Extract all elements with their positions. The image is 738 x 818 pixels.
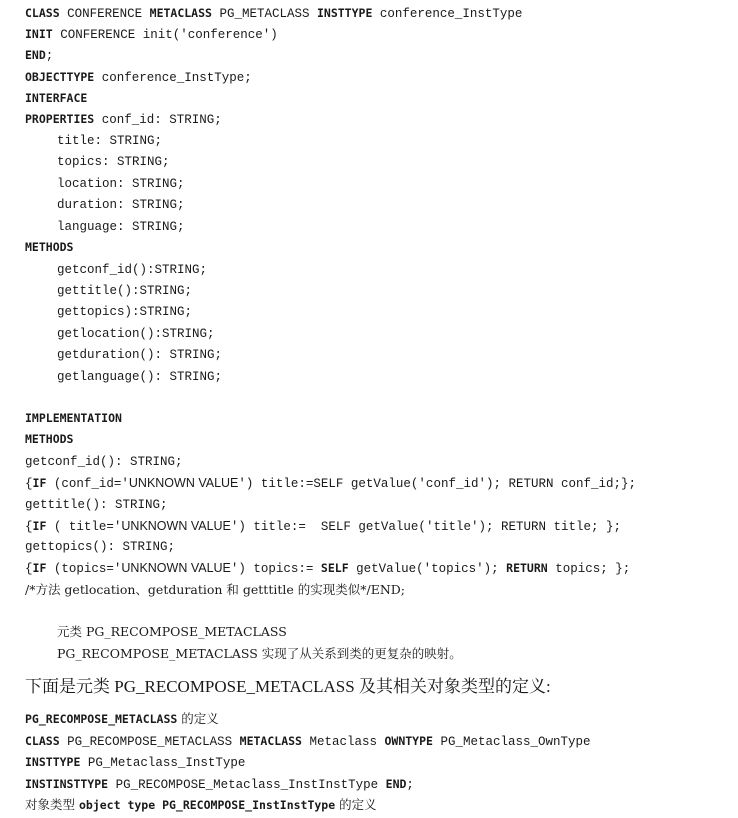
code-text: ; — [406, 778, 414, 792]
code-line-method-getlanguage — [57, 368, 222, 386]
code-line-property-location — [57, 175, 185, 193]
keyword: INSTINSTTYPE — [25, 777, 109, 791]
code-text: language: STRING; — [57, 220, 185, 234]
code-text: { — [25, 477, 33, 491]
code-line-impl-methods — [25, 430, 73, 449]
code-text: ') title:= SELF getValue('title'); RETURN title; }; — [230, 520, 621, 534]
code-line-impl-getconf-id — [25, 453, 183, 471]
code-line-objecttype — [25, 68, 252, 87]
code-text: ') topics:= — [230, 562, 321, 576]
string-literal: UNKNOWN VALUE — [121, 561, 231, 575]
code-text: conference_InstType — [372, 7, 523, 21]
code-text: topics: STRING; — [57, 155, 170, 169]
keyword: CLASS — [25, 734, 60, 748]
comment-text: /*方法 getlocation、getduration 和 getttitle 的实现类似*/END; — [25, 582, 405, 597]
code-line-property-duration — [57, 196, 185, 214]
keyword: RETURN — [506, 561, 548, 575]
code-text: gettitle(): STRING; — [25, 498, 168, 512]
code-text: getduration(): STRING; — [57, 348, 223, 362]
code-line-end — [25, 46, 53, 65]
code-line-method-getconf-id — [57, 261, 207, 279]
object-type-definition — [25, 796, 377, 814]
keyword: IF — [32, 561, 47, 575]
code-text: { — [25, 562, 33, 576]
code-text: getconf_id():STRING; — [57, 263, 208, 277]
keyword: METHODS — [25, 432, 74, 446]
keyword: METHODS — [25, 240, 74, 254]
keyword: SELF — [320, 561, 349, 575]
code-line-impl-gettitle-body — [25, 517, 621, 536]
paragraph-text: 的定义 — [335, 797, 377, 812]
keyword: METACLASS — [239, 734, 302, 748]
code-line-method-getduration — [57, 346, 222, 364]
code-text: (conf_id=' — [46, 477, 129, 491]
keyword: IMPLEMENTATION — [25, 411, 122, 425]
code-line-insttype — [25, 753, 245, 772]
definition-heading — [25, 710, 219, 728]
paragraph-text: PG_RECOMPOSE_METACLASS 实现了从关系到类的更复杂的映射。 — [57, 646, 462, 661]
code-text: getValue('topics'); — [348, 562, 507, 576]
code-text: ( title=' — [46, 520, 122, 534]
code-line-class-recompose — [25, 732, 590, 751]
keyword: PG_RECOMPOSE_METACLASS — [25, 712, 178, 726]
keyword: OBJECTTYPE — [25, 70, 95, 84]
paragraph-text: 下面是元类 PG_RECOMPOSE_METACLASS 及其相关对象类型的定义: — [25, 677, 551, 696]
code-line-methods — [25, 238, 73, 257]
code-text: (topics=' — [46, 562, 122, 576]
code-text: PG_Metaclass_InstType — [80, 756, 246, 770]
keyword: CLASS — [25, 6, 60, 20]
keyword: METACLASS — [149, 6, 212, 20]
code-text: gettopics):STRING; — [57, 305, 193, 319]
keyword: IF — [32, 476, 47, 490]
code-line-method-getlocation — [57, 325, 215, 343]
code-line-impl-gettitle — [25, 496, 168, 514]
keyword: INTERFACE — [25, 91, 88, 105]
code-text: PG_RECOMPOSE_Metaclass_InstInstType — [108, 778, 386, 792]
keyword: PROPERTIES — [25, 112, 95, 126]
keyword: END — [385, 777, 407, 791]
code-line-implementation — [25, 409, 122, 428]
keyword: INSTTYPE — [25, 755, 81, 769]
code-text: conf_id: STRING; — [94, 113, 222, 127]
code-text: getlocation():STRING; — [57, 327, 215, 341]
keyword: END — [25, 48, 46, 62]
code-text: getconf_id(): STRING; — [25, 455, 183, 469]
code-text: gettitle():STRING; — [57, 284, 193, 298]
code-text: ') title:=SELF getValue('conf_id'); RETURN conf_id;}; — [238, 477, 636, 491]
code-line-impl-getconf-id-body — [25, 474, 636, 493]
code-text: PG_METACLASS — [211, 7, 317, 21]
code-text: title: STRING; — [57, 134, 163, 148]
code-line-instinsttype — [25, 775, 414, 794]
code-line-init — [25, 25, 278, 44]
code-line-property-language — [57, 218, 185, 236]
code-text: conference_InstType; — [94, 71, 252, 85]
code-line-class-conference — [25, 4, 522, 23]
code-text: topics; }; — [547, 562, 631, 576]
code-line-properties — [25, 110, 222, 129]
metaclass-heading — [57, 623, 287, 641]
code-text: Metaclass — [301, 735, 385, 749]
code-text: gettopics(): STRING; — [25, 540, 176, 554]
metaclass-description — [57, 645, 462, 663]
keyword: INIT — [25, 27, 53, 41]
code-text: CONFERENCE — [59, 7, 150, 21]
keyword: IF — [32, 519, 47, 533]
paragraph-text: 的定义 — [177, 711, 219, 726]
keyword: INSTTYPE — [316, 6, 373, 20]
string-literal: UNKNOWN VALUE — [121, 519, 231, 533]
code-text: duration: STRING; — [57, 198, 185, 212]
code-text: ; — [45, 49, 54, 63]
string-literal: UNKNOWN VALUE — [128, 476, 239, 490]
code-line-impl-gettopics — [25, 538, 175, 556]
code-line-method-gettitle — [57, 282, 192, 300]
section-intro-paragraph — [25, 676, 551, 698]
code-text: { — [25, 520, 33, 534]
keyword: object type PG_RECOMPOSE_InstInstType — [78, 798, 336, 812]
code-comment-line — [25, 581, 405, 599]
paragraph-text: 元类 PG_RECOMPOSE_METACLASS — [57, 624, 287, 639]
code-line-property-title — [57, 132, 162, 150]
code-text: PG_RECOMPOSE_METACLASS — [59, 735, 240, 749]
code-text: PG_Metaclass_OwnType — [432, 735, 591, 749]
code-text: getlanguage(): STRING; — [57, 370, 223, 384]
paragraph-text: 对象类型 — [25, 797, 79, 812]
code-line-impl-gettopics-body — [25, 559, 630, 578]
code-text: CONFERENCE init('conference') — [52, 28, 278, 42]
code-line-interface — [25, 89, 87, 108]
code-text: location: STRING; — [57, 177, 185, 191]
code-line-method-gettopics — [57, 303, 192, 321]
keyword: OWNTYPE — [384, 734, 433, 748]
code-line-property-topics — [57, 153, 170, 171]
